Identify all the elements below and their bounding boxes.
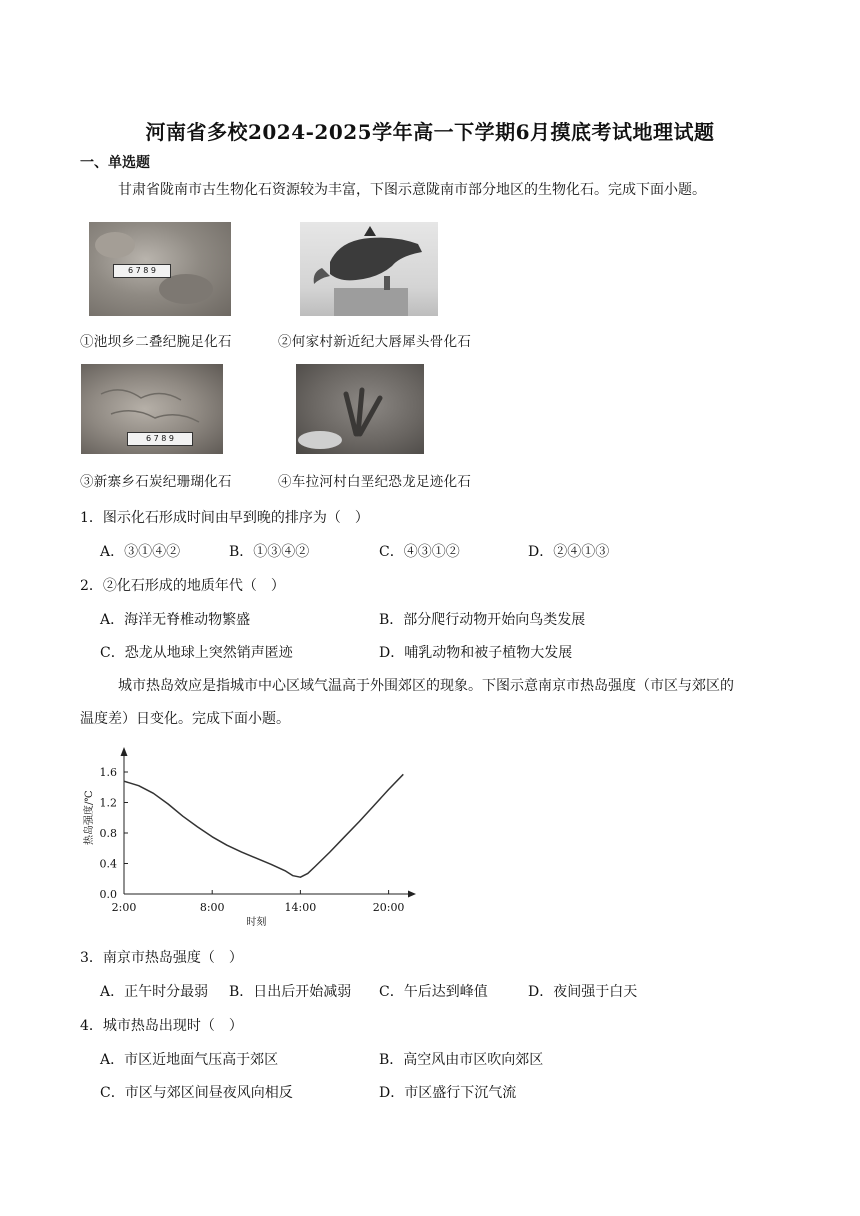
question-2-option-c[interactable]: C．恐龙从地球上突然销声匿迹 bbox=[100, 645, 293, 661]
fossil-caption-1: ①池坝乡二叠纪腕足化石 bbox=[80, 334, 232, 350]
y-tick-label: 0.8 bbox=[99, 827, 117, 840]
x-axis-arrow bbox=[408, 891, 416, 898]
question-3-option-a[interactable]: A．正午时分最弱 bbox=[100, 984, 209, 1000]
question-2-option-d[interactable]: D．哺乳动物和被子植物大发展 bbox=[379, 645, 573, 661]
question-4-option-b[interactable]: B．高空风由市区吹向郊区 bbox=[379, 1052, 544, 1068]
fossil-photo-brachiopod bbox=[89, 222, 231, 316]
question-2-option-b[interactable]: B．部分爬行动物开始向鸟类发展 bbox=[379, 612, 586, 628]
question-4-option-c[interactable]: C．市区与郊区间昼夜风向相反 bbox=[100, 1085, 293, 1101]
fossil-caption-2: ②何家村新近纪大唇犀头骨化石 bbox=[278, 334, 472, 350]
question-4-option-a[interactable]: A．市区近地面气压高于郊区 bbox=[100, 1052, 279, 1068]
x-axis-label: 时刻 bbox=[246, 917, 267, 928]
fossil-photo-rhino-skull bbox=[300, 222, 438, 316]
intro-paragraph-1: 甘肃省陇南市古生物化石资源较为丰富，下图示意陇南市部分地区的生物化石。完成下面小题。 bbox=[118, 182, 706, 198]
question-1-option-a[interactable]: A．③①④② bbox=[100, 544, 181, 560]
question-1-option-d[interactable]: D．②④①③ bbox=[528, 544, 610, 560]
question-4-stem: 4．城市热岛出现时（ ） bbox=[80, 1018, 243, 1034]
x-tick-label: 14:00 bbox=[284, 901, 317, 914]
question-3-stem: 3．南京市热岛强度（ ） bbox=[80, 950, 243, 966]
x-tick-label: 8:00 bbox=[199, 901, 225, 914]
intro-paragraph-2-line-2: 温度差）日变化。完成下面小题。 bbox=[80, 711, 290, 727]
question-3-option-c[interactable]: C．午后达到峰值 bbox=[379, 984, 488, 1000]
question-3-option-d[interactable]: D．夜间强于白天 bbox=[528, 984, 638, 1000]
question-3-option-b[interactable]: B．日出后开始减弱 bbox=[229, 984, 352, 1000]
question-2-stem: 2．②化石形成的地质年代（ ） bbox=[80, 578, 285, 594]
scale-ruler: 6 7 8 9 bbox=[127, 432, 193, 446]
intro-paragraph-2-line-1: 城市热岛效应是指城市中心区域气温高于外围郊区的现象。下图示意南京市热岛强度（市区与郊区的 bbox=[118, 678, 734, 694]
scale-ruler: 6 7 8 9 bbox=[113, 264, 171, 278]
question-1-stem: 1．图示化石形成时间由早到晚的排序为（ ） bbox=[80, 510, 369, 526]
question-2-option-a[interactable]: A．海洋无脊椎动物繁盛 bbox=[100, 612, 251, 628]
question-4-option-d[interactable]: D．市区盛行下沉气流 bbox=[379, 1085, 517, 1101]
y-tick-label: 1.2 bbox=[99, 796, 117, 810]
heat-island-chart bbox=[70, 744, 430, 934]
y-axis-arrow bbox=[121, 747, 128, 756]
y-tick-label: 1.6 bbox=[99, 766, 117, 779]
question-1-option-b[interactable]: B．①③④② bbox=[229, 544, 310, 560]
page-title: 河南省多校2024-2025学年高一下学期6月摸底考试地理试题 bbox=[145, 120, 715, 144]
y-axis-label: 热岛强度/℃ bbox=[84, 790, 95, 846]
x-tick-label: 20:00 bbox=[372, 901, 405, 914]
question-1-option-c[interactable]: C．④③①② bbox=[379, 544, 460, 560]
x-tick-label: 2:00 bbox=[111, 901, 137, 914]
fossil-caption-3: ③新寨乡石炭纪珊瑚化石 bbox=[80, 474, 232, 490]
y-tick-label: 0.0 bbox=[99, 888, 117, 901]
y-tick-label: 0.4 bbox=[99, 857, 117, 871]
section-heading: 一、单选题 bbox=[80, 155, 150, 171]
fossil-photo-dinosaur-footprint bbox=[296, 364, 424, 454]
fossil-caption-4: ④车拉河村白垩纪恐龙足迹化石 bbox=[278, 474, 472, 490]
fossil-photo-coral bbox=[81, 364, 223, 454]
series-line-1 bbox=[124, 774, 403, 877]
